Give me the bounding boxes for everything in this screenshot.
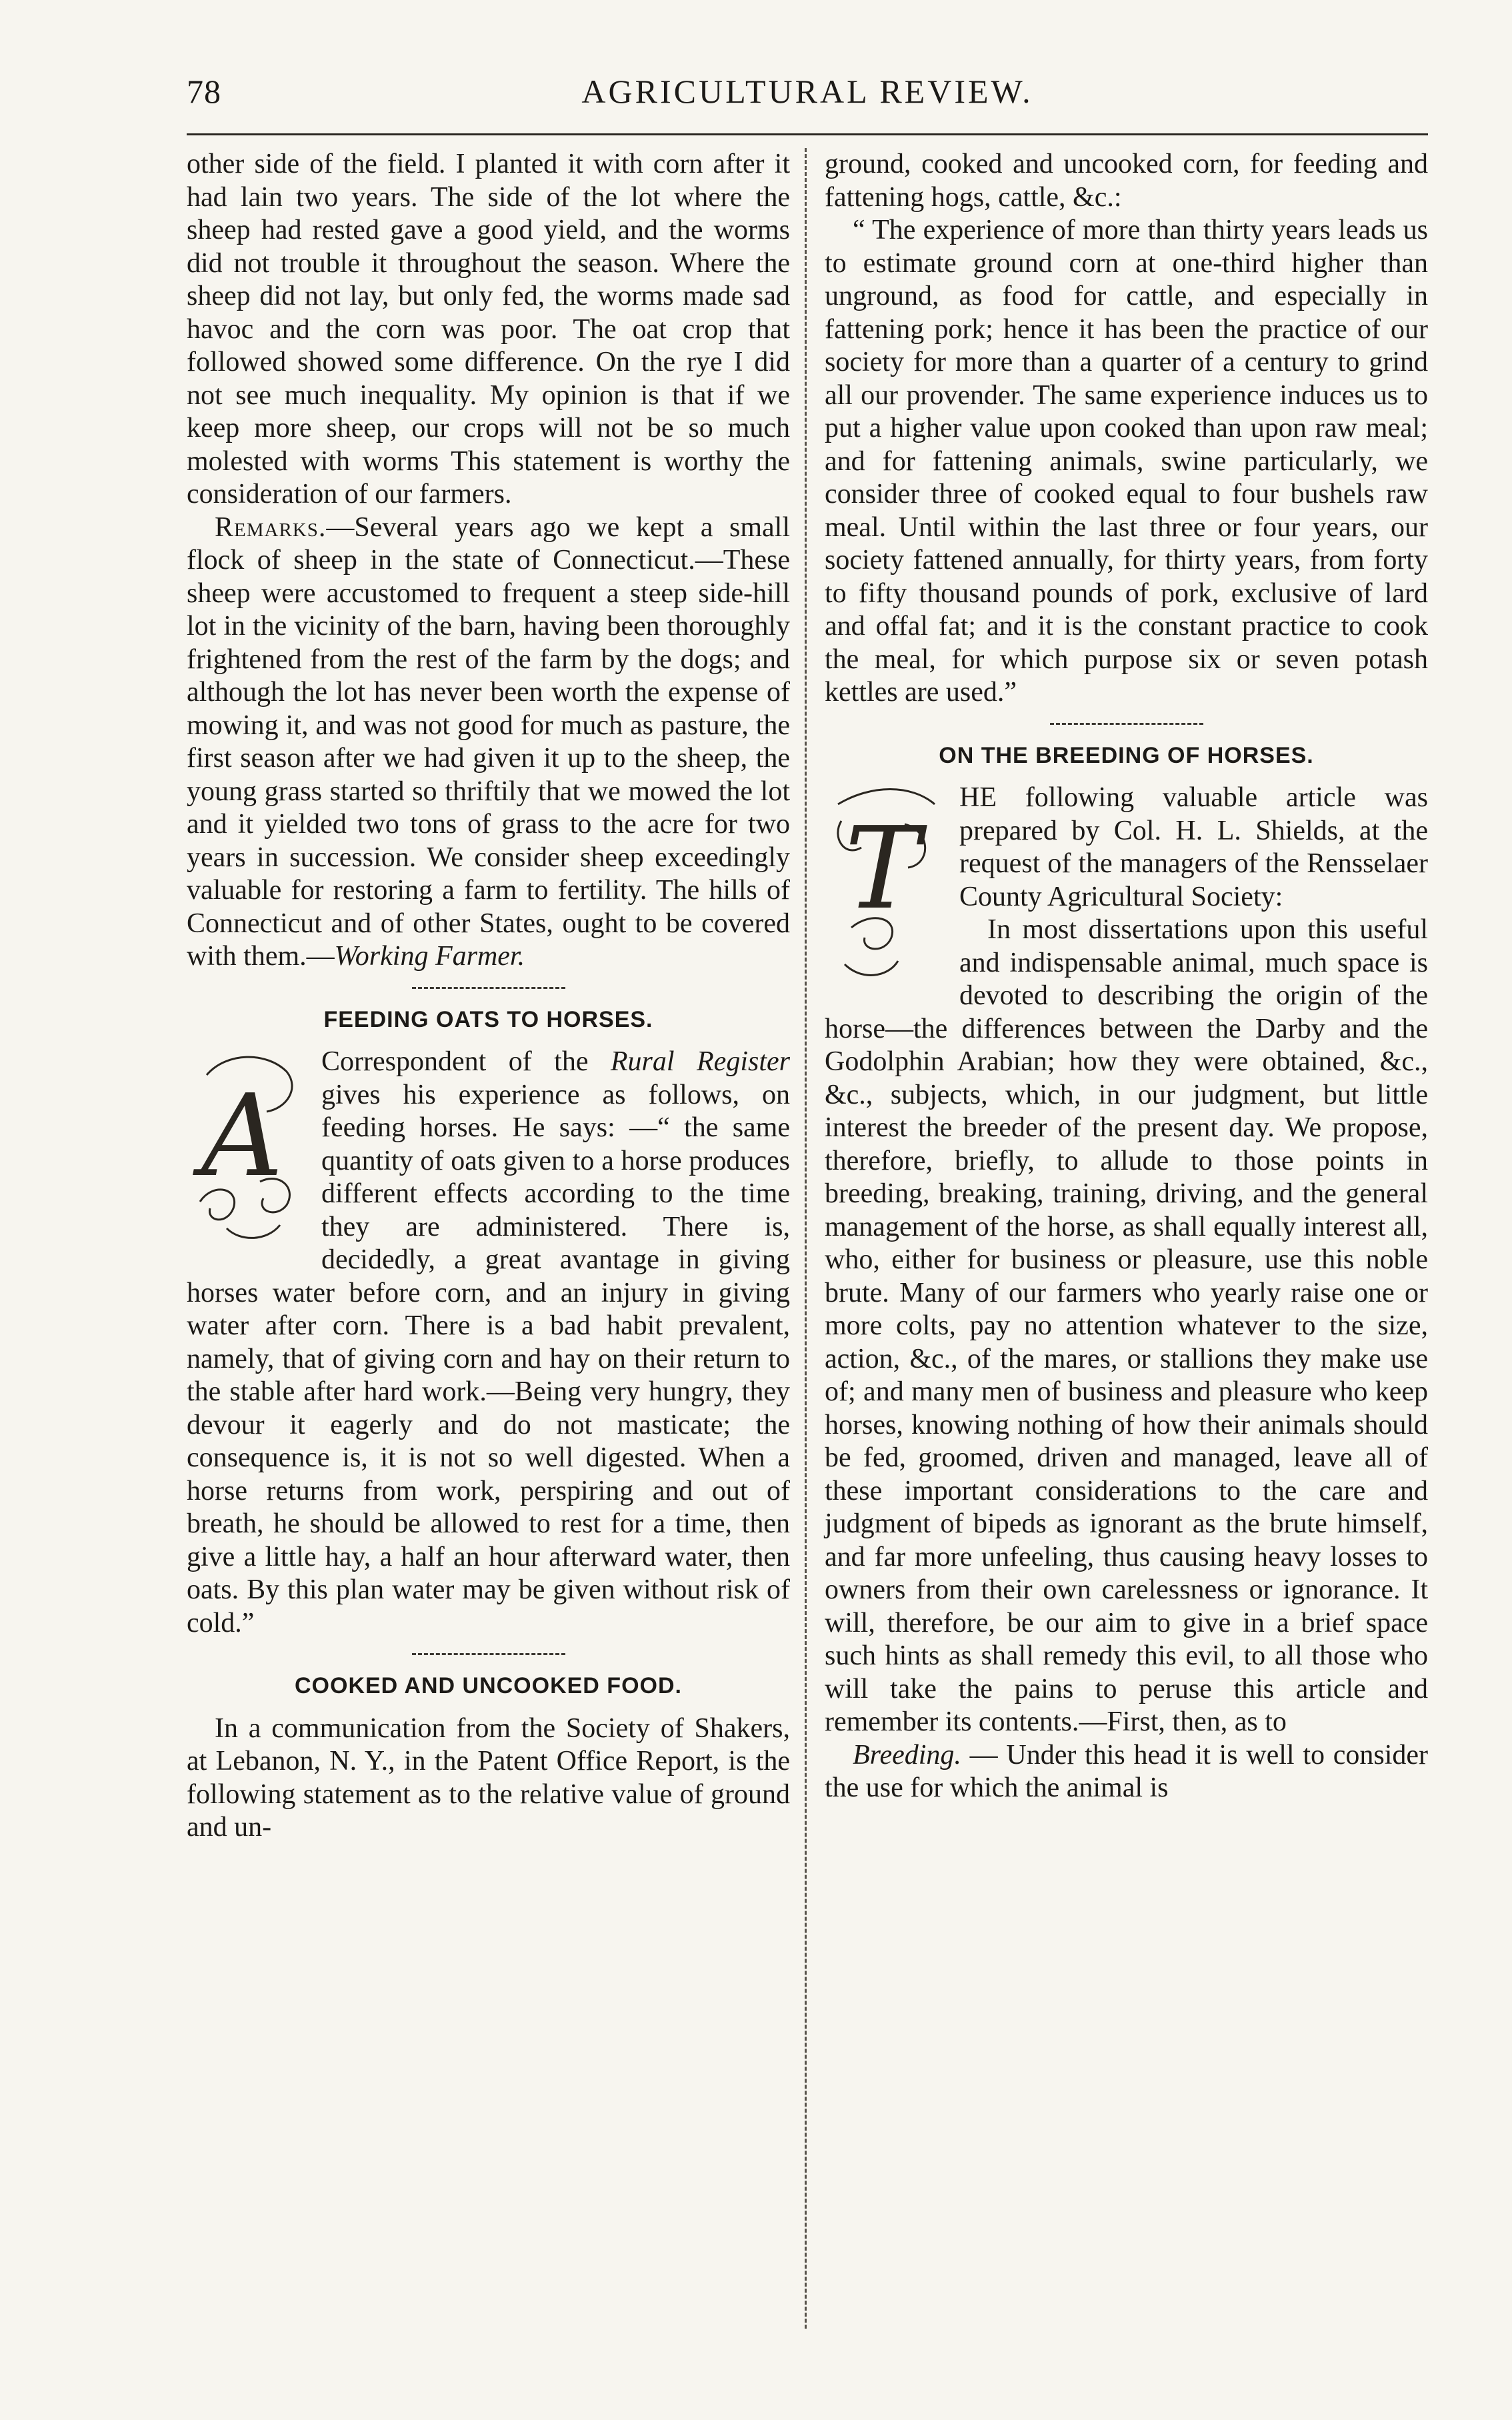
breeding-intro-paragraph: HE following valuable article was prepared by Col. H. L. Shields, at the request of the managers of the Rensselaer County Agricultural Society: — [959, 782, 1428, 912]
ornamental-initial-icon — [825, 784, 945, 984]
header-rule — [187, 133, 1428, 135]
section-separator — [1050, 723, 1203, 725]
section-separator — [412, 987, 565, 989]
dropcap-a-ornament — [187, 1048, 307, 1248]
page-number: 78 — [187, 73, 221, 110]
remarks-paragraph — [187, 511, 790, 974]
breeding-subsection-paragraph — [825, 1739, 1428, 1805]
right-column — [825, 148, 1428, 2329]
heading-feeding-oats: FEEDING OATS TO HORSES. — [323, 1006, 653, 1032]
heading-cooked-food: COOKED AND UNCOOKED FOOD. — [295, 1673, 682, 1698]
breeding-subsection-text: — Under this head it is well to consider the use for which the animal is — [825, 1739, 1428, 1803]
continued-paragraph-right: ground, cooked and uncooked corn, for feeding and fattening hogs, cattle, &c.: — [825, 149, 1428, 213]
dropcap-t-ornament — [825, 784, 945, 984]
breeding-main-paragraph: In most dissertations upon this useful and indispensable animal, much space is devoted to describing the origin of the horse—the differences between the Darby and the Godolphin Arabian; how they were obtained, &c., &c., subjects, which, in our judgment, but little interest the breeder of the present day. We propose, therefore, briefly, to allude to those points in breeding, breaking, training, driving, and the general management of the horse, as shall equally interest all, who, either for business or pleasure, use this noble brute. Many of our farmers who yearly raise one or more colts, pay no attention whatever to the size, action, &c., of the mares, or stallions they make use of; and many men of business and pleasure who keep horses, knowing nothing of how their animals should be fed, groomed, driven and managed, leave all of these important considerations to the care and judgment of bipeds as ignorant as the brute himself, and far more unfeeling, thus causing heavy losses to owners from their own carelessness or ignorance. It will, therefore, be our aim to give in a brief space such hints as shall remedy this evil, to all those who will take the pains to peruse this article and remember its contents.—First, then, as to — [825, 914, 1428, 1737]
breeding-label: Breeding. — [853, 1739, 961, 1770]
dropcap-letter-t: T — [845, 803, 921, 935]
cooked-food-paragraph: In a communication from the Society of Shakers, at Lebanon, N. Y., in the Patent Office Report, is the following statement as to the relative value of ground and un- — [187, 1712, 790, 1843]
heading-breeding-horses: ON THE BREEDING OF HORSES. — [939, 742, 1314, 768]
column-divider — [805, 148, 807, 2329]
rural-register-name: Rural Register — [610, 1046, 790, 1077]
shakers-quote: “ The experience of more than thirty years leads us to estimate ground corn at one-third higher than unground, as food for cattle, and especially in fattening pork; hence it has been the practice of our society for more than a quarter of a century to grind all our provender. The same experience induces us to put a higher value upon cooked than upon raw meal; and for fattening animals, swine particularly, we consider three of cooked equal to four bushels raw meal. Until within the last three or four years, our society fattened annually, for thirty years, from forty to fifty thousand pounds of pork, exclusive of lard and offal fat; and it is the constant practice to cook the meal, for which purpose six or seven potash kettles are used.” — [825, 215, 1428, 708]
section-separator — [412, 1653, 565, 1655]
journal-title: AGRICULTURAL REVIEW. — [581, 73, 1033, 110]
dropcap-letter-a: A — [201, 1070, 283, 1202]
running-head — [187, 72, 1428, 119]
remarks-label: Remarks. — [215, 511, 327, 543]
continued-paragraph: other side of the field. I planted it with corn after it had lain two years. The side of the lot where the sheep had rested gave a good yield, and the worms did not trouble it throughout the season. Where the sheep did not lay, but only fed, the worms made sad havoc and the corn was poor. The oat crop that followed showed some difference. On the rye I did not see much inequality. My opinion is that if we keep more sheep, our crops will not be so much molested with worms This statement is worthy the consideration of our farmers. — [187, 149, 790, 509]
left-column — [187, 148, 790, 2329]
remarks-text: —Several years ago we kept a small flock of sheep in the state of Connecticut.—These sheep were accustomed to frequent a steep side-hill lot in the vicinity of the barn, having been thoroughly frightened from the rest of the farm by the dogs; and although the lot has never been worth the expense of mowing it, and was not good for much as pasture, the first season after we had given it up to the sheep, the young grass started so thriftily that we mowed the lot and it yielded two tons of grass to the acre for two years in succession. We consider sheep exceedingly valuable for restoring a farm to fertility. The hills of Connecticut and of other States, ought to be covered with them.— — [187, 511, 790, 972]
remarks-source: Working Farmer. — [334, 941, 525, 972]
ornamental-initial-icon — [187, 1048, 307, 1248]
feeding-oats-text: gives his experience as follows, on feeding horses. He says: —“ the same quantity of oats given to a horse produces different effects according to the time they are administered. There is, decidedly, a great avantage in giving horses water before corn, and an injury in giving water after corn. There is a bad habit prevalent, namely, that of giving corn and hay on their return to the stable after hard work.—Being very hungry, they devour it eagerly and do not masticate; the consequence is, it is not so well digested. When a horse returns from work, perspiring and out of breath, he should be allowed to rest for a time, then give a little hay, a half an hour afterward water, then oats. By this plan water may be given without risk of cold.” — [187, 1079, 790, 1638]
feeding-oats-intro: Correspondent of the — [321, 1046, 611, 1077]
